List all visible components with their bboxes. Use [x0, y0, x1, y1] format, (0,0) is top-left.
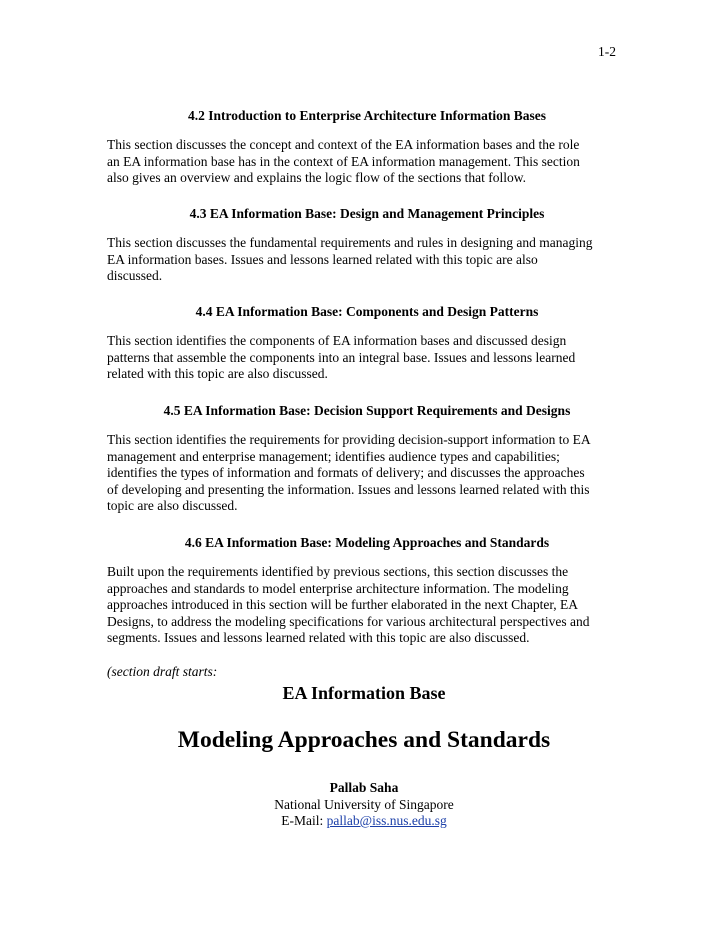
- paragraph-line: related with this topic are also discussed.: [107, 366, 328, 381]
- paragraph-line: This section identifies the requirements for providing decision-support information to EA: [107, 432, 591, 447]
- author-email-line: [0, 813, 728, 830]
- section-heading: 4.3 EA Information Base: Design and Management Principles: [189, 206, 545, 221]
- section-heading: 4.6 EA Information Base: Modeling Approaches and Standards: [184, 535, 550, 550]
- paragraph-line: This section discusses the fundamental requirements and rules in designing and managing: [107, 235, 593, 250]
- paragraph-line: identifies the types of information and formats of delivery; and discusses the approaches: [107, 465, 585, 480]
- section-4-4: [107, 304, 627, 383]
- section-4-6: [107, 535, 627, 680]
- paragraph-line: also gives an overview and explains the logic flow of the sections that follow.: [107, 170, 527, 185]
- paragraph-line: Built upon the requirements identified by previous sections, this section discusses the: [107, 564, 569, 579]
- email-label: E-Mail:: [281, 813, 324, 828]
- section-heading: 4.5 EA Information Base: Decision Support Requirements and Designs: [163, 403, 571, 418]
- section-paragraph: [107, 564, 627, 647]
- section-4-3: [107, 206, 627, 285]
- paragraph-line: of developing and presenting the information. Issues and lessons learned related with this: [107, 481, 590, 497]
- section-paragraph: [107, 137, 627, 187]
- author-block: [0, 780, 728, 830]
- section-4-5: [107, 403, 627, 515]
- paragraph-line: an EA information base has in the context of EA information management. This section: [107, 153, 580, 169]
- section-heading: 4.2 Introduction to Enterprise Architecture Information Bases: [187, 108, 547, 123]
- paragraph-line: Designs, to address the modeling specifications for various architectural perspectives and: [107, 613, 590, 629]
- section-heading: 4.4 EA Information Base: Components and Design Patterns: [195, 304, 539, 319]
- author-affiliation: National University of Singapore: [274, 796, 454, 812]
- paragraph-line: approaches and standards to model enterprise architecture information. The modeling: [107, 580, 569, 596]
- paragraph-line: patterns that assemble the components into an integral base. Issues and lessons learned: [107, 349, 576, 365]
- paragraph-line: EA information bases. Issues and lessons learned related with this topic are also: [107, 251, 538, 267]
- paragraph-line: discussed.: [107, 268, 163, 283]
- author-name: Pallab Saha: [329, 780, 399, 795]
- paragraph-line: segments. Issues and lessons learned related with this topic are also discussed.: [107, 630, 530, 645]
- email-link[interactable]: pallab@iss.nus.edu.sg: [326, 813, 447, 828]
- paragraph-line: approaches introduced in this section will be further elaborated in the next Chapter, EA: [107, 597, 579, 612]
- paragraph-line: This section discusses the concept and context of the EA information bases and the role: [107, 137, 580, 152]
- page-number: 1-2: [598, 44, 616, 59]
- section-paragraph: [107, 235, 627, 285]
- section-paragraph: [107, 333, 627, 383]
- document-subtitle: Modeling Approaches and Standards: [177, 727, 551, 753]
- paragraph-line: This section identifies the components of EA information bases and discussed design: [107, 333, 567, 348]
- draft-note: (section draft starts:: [107, 663, 218, 679]
- section-paragraph: [107, 432, 627, 515]
- paragraph-line: management and enterprise management; identifies audience types and capabilities;: [107, 448, 560, 464]
- document-title: EA Information Base: [282, 683, 446, 703]
- paragraph-line: topic are also discussed.: [107, 498, 238, 513]
- section-4-2: [107, 108, 627, 187]
